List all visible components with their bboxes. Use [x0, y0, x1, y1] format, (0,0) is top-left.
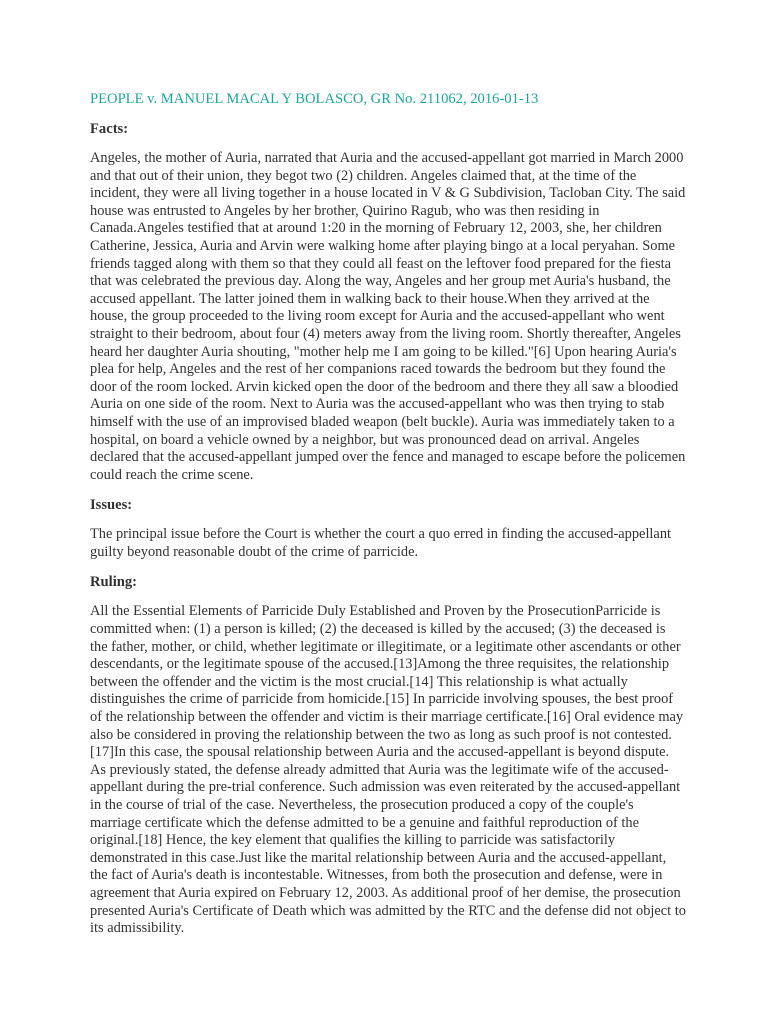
document-title: PEOPLE v. MANUEL MACAL Y BOLASCO, GR No. 211062, 2016-01-13: [90, 91, 539, 107]
issues-paragraph: The principal issue before the Court is whether the court a quo erred in finding the accused-appellant guilty beyond reasonable doubt of the crime of parricide.: [90, 526, 672, 560]
facts-heading: Facts:: [90, 121, 129, 137]
ruling-paragraph: All the Essential Elements of Parricide Duly Established and Proven by the ProsecutionParricide is committed when: (1) a person is killed; (2) the deceased is killed by the accused; (3) the deceased is the father, mother, or child, whether legitimate or illegitimate, or a legitimate other ascendants or other descendants, or the legitimate spouse of the accused.[13]Among the three requisites, the relationship between the offender and the victim is the most crucial.[14] This relationship is what actually distinguishes the crime of parricide from homicide.[15] In parricide involving spouses, the best proof of the relationship between the offender and victim is their marriage certificate.[16] Oral evidence may also be considered in proving the relationship between the two as long as such proof is not contested.[17]In this case, the spousal relationship between Auria and the accused-appellant is beyond dispute. As previously stated, the defense already admitted that Auria was the legitimate wife of the accused-appellant during the pre-trial conference. Such admission was even reiterated by the accused-appellant in the course of trial of the case. Nevertheless, the prosecution produced a copy of the couple's marriage certificate which the defense admitted to be a genuine and faithful reproduction of the original.[18] Hence, the key element that qualifies the killing to parricide was satisfactorily demonstrated in this case.Just like the marital relationship between Auria and the accused-appellant, the fact of Auria's death is incontestable. Witnesses, from both the prosecution and defense, were in agreement that Auria expired on February 12, 2003. As additional proof of her demise, the prosecution presented Auria's Certificate of Death which was admitted by the RTC and the defense did not object to its admissibility.: [90, 603, 686, 937]
document-page: [90, 90, 686, 950]
ruling-heading: Ruling:: [90, 574, 138, 591]
facts-paragraph: Angeles, the mother of Auria, narrated that Auria and the accused-appellant got married in March 2000 and that out of their union, they begot two (2) children. Angeles claimed that, at the time of the incident, they were all living together in a house located in V & G Subdivision, Tacloban City. The said house was entrusted to Angeles by her brother, Quirino Ragub, who was then residing in Canada.Angeles testified that at around 1:20 in the morning of February 12, 2003, she, her children Catherine, Jessica, Auria and Arvin were walking home after playing bingo at a local peryahan. Some friends tagged along with them so that they could all feast on the leftover food prepared for the fiesta that was celebrated the previous day. Along the way, Angeles and her group met Auria's husband, the accused appellant. The latter joined them in walking back to their house.When they arrived at the house, the group proceeded to the living room except for Auria and the accused-appellant who went straight to their bedroom, about four (4) meters away from the living room. Shortly thereafter, Angeles heard her daughter Auria shouting, "mother help me I am going to be killed."[6] Upon hearing Auria's plea for help, Angeles and the rest of her companions raced towards the bedroom but they found the door of the room locked. Arvin kicked open the door of the bedroom and there they all saw a bloodied Auria on one side of the room. Next to Auria was the accused-appellant who was then trying to stab himself with the use of an improvised bladed weapon (belt buckle). Auria was immediately taken to a hospital, on board a vehicle owned by a neighbor, but was pronounced dead on arrival. Angeles declared that the accused-appellant jumped over the fence and managed to escape before the policemen could reach the crime scene.: [90, 150, 686, 483]
issues-heading: Issues:: [90, 497, 133, 514]
